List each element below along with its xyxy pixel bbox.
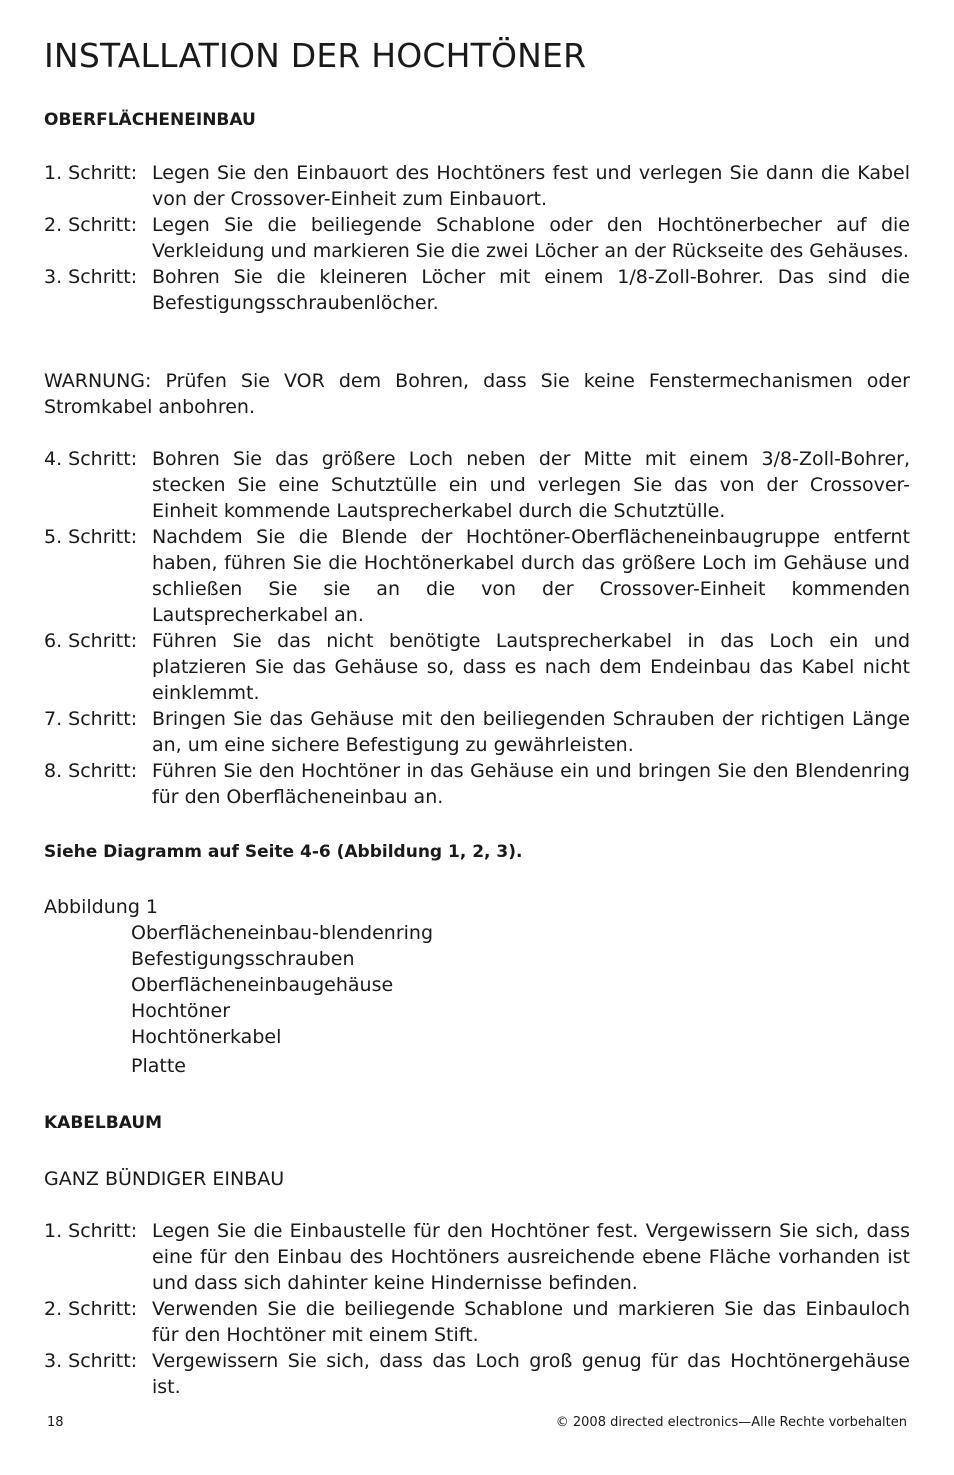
step-label: 1. Schritt: [44, 162, 138, 184]
step-text: Legen Sie die beiliegende Schablone oder den Hochtönerbecher auf die Verkleidung und markieren Sie die zwei Löcher an der Rückseite des Gehäuses. [152, 214, 910, 262]
figure-part-item: Hochtönerkabel [131, 1026, 282, 1048]
step-label: 2. Schritt: [44, 1298, 138, 1320]
step-item [44, 446, 910, 524]
figure-part-item: Hochtöner [131, 1000, 231, 1022]
page-number: 18 [47, 1415, 64, 1430]
step-label: 6. Schritt: [44, 630, 138, 652]
step-text: Bohren Sie die kleineren Löcher mit einem 1/8-Zoll-Bohrer. Das sind die Befestigungsschraubenlöcher. [152, 266, 910, 314]
steps-list-flush [44, 1218, 910, 1400]
copyright-notice: © 2008 directed electronics—Alle Rechte vorbehalten [555, 1415, 907, 1430]
section-heading-surface-mount: OBERFLÄCHENEINBAU [44, 110, 256, 130]
step-item [44, 628, 910, 706]
subsection-heading-flush-mount: GANZ BÜNDIGER EINBAU [44, 1168, 285, 1190]
step-text: Vergewissern Sie sich, dass das Loch groß genug für das Hochtönergehäuse ist. [152, 1350, 910, 1398]
step-label: 1. Schritt: [44, 1220, 138, 1242]
step-text: Bohren Sie das größere Loch neben der Mitte mit einem 3/8-Zoll-Bohrer, stecken Sie eine Schutztülle ein und verlegen Sie das von der Crossover-Einheit kommende Lautsprecherkabel durch die Schutztülle. [152, 448, 910, 522]
step-text: Bringen Sie das Gehäuse mit den beiliegenden Schrauben der richtigen Länge an, um eine sichere Befestigung zu gewährleisten. [152, 708, 910, 756]
step-item [44, 264, 910, 316]
figure-part-item: Befestigungsschrauben [131, 948, 355, 970]
section-heading-wiring: KABELBAUM [44, 1113, 163, 1133]
step-label: 3. Schritt: [44, 1350, 138, 1372]
step-item [44, 1296, 910, 1348]
step-item [44, 160, 910, 212]
step-label: 5. Schritt: [44, 526, 138, 548]
step-label: 7. Schritt: [44, 708, 138, 730]
step-text: Verwenden Sie die beiliegende Schablone und markieren Sie das Einbauloch für den Hochtöner mit einem Stift. [152, 1298, 910, 1346]
figure-parts-list [131, 920, 433, 1079]
step-label: 4. Schritt: [44, 448, 138, 470]
figure-part-item: Oberflächeneinbaugehäuse [131, 974, 394, 996]
step-item [44, 758, 910, 810]
step-item [44, 1218, 910, 1296]
steps-list-a [44, 160, 910, 316]
diagram-reference: Siehe Diagramm auf Seite 4-6 (Abbildung 1, 2, 3). [44, 842, 523, 862]
figure-part-item: Oberflächeneinbau-blendenring [131, 922, 434, 944]
step-item [44, 706, 910, 758]
step-text: Führen Sie den Hochtöner in das Gehäuse ein und bringen Sie den Blendenring für den Oberflächeneinbau an. [152, 760, 910, 808]
step-text: Führen Sie das nicht benötigte Lautsprecherkabel in das Loch ein und platzieren Sie das Gehäuse so, dass es nach dem Endeinbau das Kabel nicht einklemmt. [152, 630, 910, 704]
warning-text: WARNUNG: Prüfen Sie VOR dem Bohren, dass Sie keine Fenstermechanismen oder Stromkabel anbohren. [44, 370, 910, 418]
step-text: Legen Sie den Einbauort des Hochtöners fest und verlegen Sie dann die Kabel von der Crossover-Einheit zum Einbauort. [152, 162, 910, 210]
step-label: 2. Schritt: [44, 214, 138, 236]
step-text: Legen Sie die Einbaustelle für den Hochtöner fest. Vergewissern Sie sich, dass eine für den Einbau des Hochtöners ausreichende ebene Fläche vorhanden ist und dass sich dahinter keine Hindernisse befinden. [152, 1220, 910, 1294]
steps-list-b [44, 446, 910, 810]
step-item [44, 1348, 910, 1400]
step-text: Nachdem Sie die Blende der Hochtöner-Oberflächeneinbaugruppe entfernt haben, führen Sie die Hochtönerkabel durch das größere Loch im Gehäuse und schließen Sie sie an die von der Crossover-Einheit kommenden Lautsprecherkabel an. [152, 526, 910, 626]
step-item [44, 524, 910, 628]
figure-title: Abbildung 1 [44, 896, 159, 918]
step-item [44, 212, 910, 264]
step-label: 3. Schritt: [44, 266, 138, 288]
page-title: INSTALLATION DER HOCHTÖNER [44, 36, 587, 75]
step-label: 8. Schritt: [44, 760, 138, 782]
figure-part-item: Platte [131, 1055, 186, 1077]
